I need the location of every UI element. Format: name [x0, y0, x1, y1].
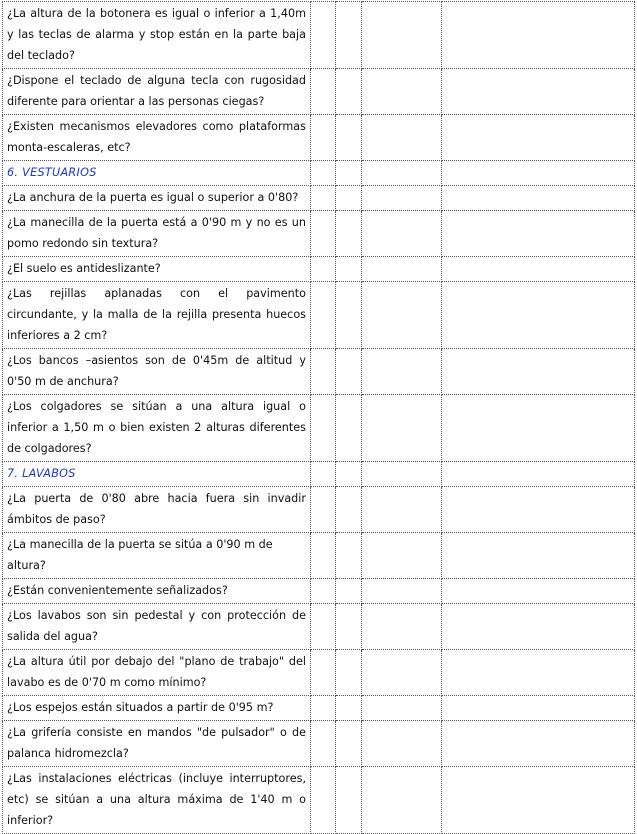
- answer-cell-no[interactable]: [336, 69, 362, 115]
- question-text: ¿Los espejos están situados a partir de 0'95 m?: [3, 696, 311, 721]
- answer-cell-no[interactable]: [336, 282, 362, 349]
- observations-cell[interactable]: [442, 257, 635, 282]
- checklist-row: [3, 186, 635, 211]
- answer-cell-yes[interactable]: [311, 69, 336, 115]
- answer-cell-na[interactable]: [362, 257, 442, 282]
- answer-cell-na: [362, 462, 442, 487]
- question-text: ¿La puerta de 0'80 abre hacia fuera sin invadir ámbitos de paso?: [3, 487, 311, 533]
- observations-cell: [442, 462, 635, 487]
- observations-cell[interactable]: [442, 696, 635, 721]
- question-text: ¿Los bancos –asientos son de 0'45m de altitud y 0'50 m de anchura?: [3, 349, 311, 395]
- observations-cell[interactable]: [442, 487, 635, 533]
- question-text: ¿La manecilla de la puerta está a 0'90 m y no es un pomo redondo sin textura?: [3, 211, 311, 257]
- observations-cell[interactable]: [442, 282, 635, 349]
- answer-cell-no[interactable]: [336, 487, 362, 533]
- observations-cell[interactable]: [442, 186, 635, 211]
- answer-cell-yes[interactable]: [311, 257, 336, 282]
- answer-cell-na[interactable]: [362, 604, 442, 650]
- checklist-row: [3, 69, 635, 115]
- answer-cell-no[interactable]: [336, 186, 362, 211]
- answer-cell-yes[interactable]: [311, 349, 336, 395]
- answer-cell-yes[interactable]: [311, 604, 336, 650]
- section-heading-row: [3, 462, 635, 487]
- observations-cell[interactable]: [442, 604, 635, 650]
- answer-cell-no[interactable]: [336, 721, 362, 767]
- answer-cell-no: [336, 161, 362, 186]
- answer-cell-no[interactable]: [336, 533, 362, 579]
- answer-cell-na[interactable]: [362, 186, 442, 211]
- checklist-body: [3, 2, 635, 834]
- checklist-row: [3, 115, 635, 161]
- answer-cell-no[interactable]: [336, 115, 362, 161]
- question-text: ¿Dispone el teclado de alguna tecla con rugosidad diferente para orientar a las personas ciegas?: [3, 69, 311, 115]
- answer-cell-no[interactable]: [336, 696, 362, 721]
- question-text: ¿Están convenientemente señalizados?: [3, 579, 311, 604]
- checklist-row: [3, 533, 635, 579]
- answer-cell-na[interactable]: [362, 487, 442, 533]
- observations-cell[interactable]: [442, 211, 635, 257]
- answer-cell-na[interactable]: [362, 282, 442, 349]
- section-title: 6. VESTUARIOS: [3, 161, 311, 186]
- question-text: ¿Existen mecanismos elevadores como plataformas monta-escaleras, etc?: [3, 115, 311, 161]
- answer-cell-no[interactable]: [336, 395, 362, 462]
- section-title: 7. LAVABOS: [3, 462, 311, 487]
- answer-cell-na: [362, 161, 442, 186]
- question-text: ¿Las rejillas aplanadas con el pavimento circundante, y la malla de la rejilla presenta huecos inferiores a 2 cm?: [3, 282, 311, 349]
- observations-cell[interactable]: [442, 69, 635, 115]
- answer-cell-no[interactable]: [336, 579, 362, 604]
- answer-cell-yes: [311, 462, 336, 487]
- section-heading-row: [3, 161, 635, 186]
- observations-cell[interactable]: [442, 767, 635, 834]
- checklist-row: [3, 604, 635, 650]
- answer-cell-na[interactable]: [362, 115, 442, 161]
- answer-cell-no[interactable]: [336, 767, 362, 834]
- question-text: ¿La anchura de la puerta es igual o superior a 0'80?: [3, 186, 311, 211]
- answer-cell-yes[interactable]: [311, 211, 336, 257]
- answer-cell-no: [336, 462, 362, 487]
- answer-cell-na[interactable]: [362, 211, 442, 257]
- question-text: ¿La altura de la botonera es igual o inferior a 1,40m y las teclas de alarma y stop están en la parte baja del teclado?: [3, 2, 311, 69]
- answer-cell-no[interactable]: [336, 349, 362, 395]
- checklist-row: [3, 395, 635, 462]
- observations-cell[interactable]: [442, 395, 635, 462]
- question-text: ¿Los lavabos son sin pedestal y con protección de salida del agua?: [3, 604, 311, 650]
- checklist-row: [3, 282, 635, 349]
- answer-cell-no[interactable]: [336, 604, 362, 650]
- observations-cell[interactable]: [442, 2, 635, 69]
- answer-cell-no[interactable]: [336, 257, 362, 282]
- answer-cell-yes[interactable]: [311, 115, 336, 161]
- answer-cell-no[interactable]: [336, 211, 362, 257]
- answer-cell-yes[interactable]: [311, 767, 336, 834]
- observations-cell[interactable]: [442, 721, 635, 767]
- question-text: ¿La grifería consiste en mandos "de pulsador" o de palanca hidromezcla?: [3, 721, 311, 767]
- answer-cell-no[interactable]: [336, 650, 362, 696]
- question-text: ¿Las instalaciones eléctricas (incluye interruptores, etc) se sitúan a una altura máxima de 1'40 m o inferior?: [3, 767, 311, 834]
- answer-cell-na[interactable]: [362, 69, 442, 115]
- observations-cell[interactable]: [442, 650, 635, 696]
- checklist-row: [3, 721, 635, 767]
- answer-cell-na[interactable]: [362, 533, 442, 579]
- checklist-row: [3, 2, 635, 69]
- answer-cell-na[interactable]: [362, 579, 442, 604]
- answer-cell-yes[interactable]: [311, 579, 336, 604]
- observations-cell[interactable]: [442, 533, 635, 579]
- answer-cell-yes[interactable]: [311, 696, 336, 721]
- answer-cell-yes[interactable]: [311, 186, 336, 211]
- observations-cell: [442, 161, 635, 186]
- answer-cell-na[interactable]: [362, 395, 442, 462]
- checklist-row: [3, 767, 635, 834]
- question-text: ¿Los colgadores se sitúan a una altura igual o inferior a 1,50 m o bien existen 2 alturas diferentes de colgadores?: [3, 395, 311, 462]
- answer-cell-yes[interactable]: [311, 282, 336, 349]
- checklist-row: [3, 211, 635, 257]
- checklist-row: [3, 257, 635, 282]
- answer-cell-yes[interactable]: [311, 487, 336, 533]
- answer-cell-no[interactable]: [336, 2, 362, 69]
- question-text: ¿La altura útil por debajo del "plano de trabajo" del lavabo es de 0'70 m como mínimo?: [3, 650, 311, 696]
- answer-cell-na[interactable]: [362, 650, 442, 696]
- question-text: ¿El suelo es antideslizante?: [3, 257, 311, 282]
- answer-cell-na[interactable]: [362, 349, 442, 395]
- observations-cell[interactable]: [442, 115, 635, 161]
- checklist-row: [3, 696, 635, 721]
- answer-cell-yes[interactable]: [311, 650, 336, 696]
- answer-cell-na[interactable]: [362, 696, 442, 721]
- answer-cell-yes[interactable]: [311, 395, 336, 462]
- observations-cell[interactable]: [442, 349, 635, 395]
- checklist-row: [3, 349, 635, 395]
- answer-cell-na[interactable]: [362, 767, 442, 834]
- checklist-row: [3, 579, 635, 604]
- checklist-row: [3, 487, 635, 533]
- answer-cell-yes: [311, 161, 336, 186]
- checklist-row: [3, 650, 635, 696]
- answer-cell-yes[interactable]: [311, 721, 336, 767]
- question-text: ¿La manecilla de la puerta se sitúa a 0'90 m de altura?: [3, 533, 311, 579]
- answer-cell-na[interactable]: [362, 2, 442, 69]
- observations-cell[interactable]: [442, 579, 635, 604]
- answer-cell-yes[interactable]: [311, 533, 336, 579]
- accessibility-checklist-table: [2, 1, 635, 834]
- answer-cell-na[interactable]: [362, 721, 442, 767]
- answer-cell-yes[interactable]: [311, 2, 336, 69]
